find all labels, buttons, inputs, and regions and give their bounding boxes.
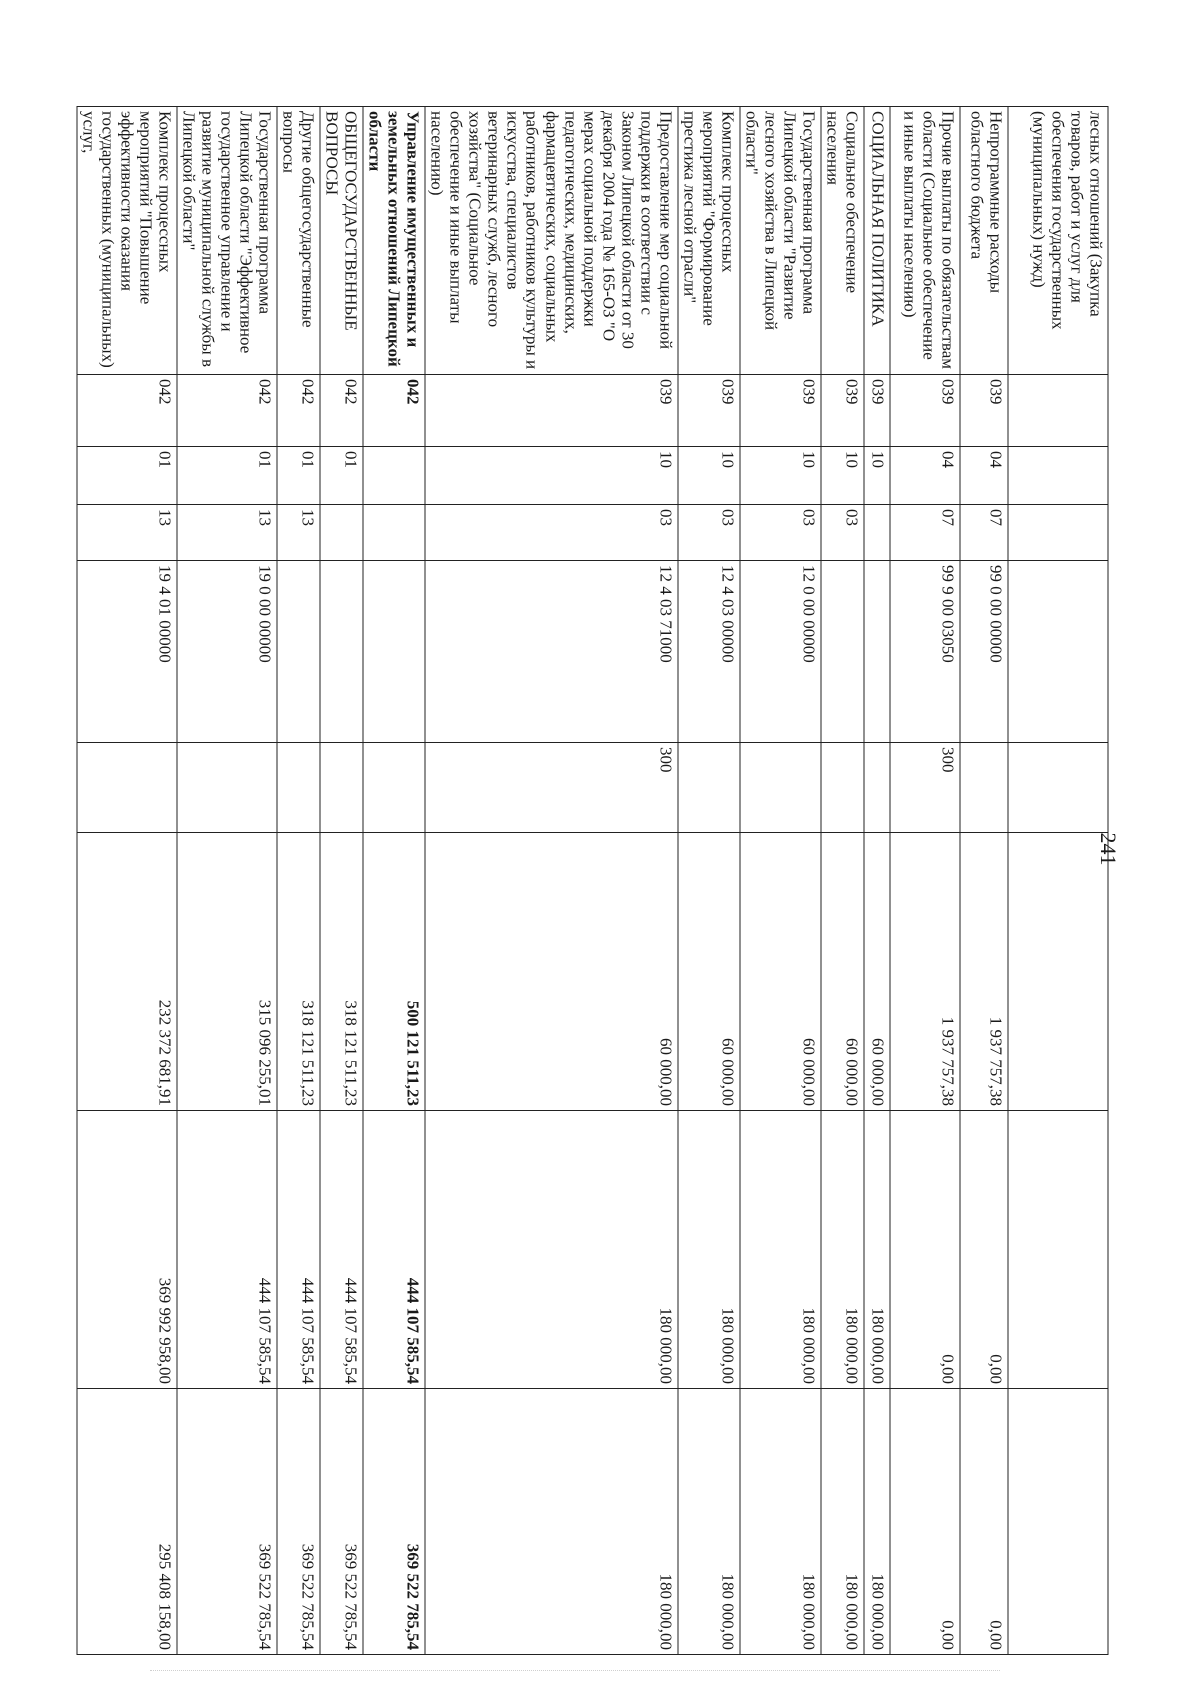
- row-sum-2026-cell: 369 522 785,54: [277, 1389, 320, 1655]
- row-sum-2025-cell: 0,00: [960, 1111, 1008, 1389]
- row-sum-2025-cell: 180 000,00: [425, 1111, 677, 1389]
- row-name-cell: Комплекс процессных мероприятий "Формирование престижа лесной отрасли": [678, 107, 740, 375]
- table-row: [890, 107, 960, 1655]
- row-expense-type-cell: [177, 743, 277, 833]
- row-section-cell: [1008, 447, 1108, 505]
- row-section-cell: 01: [77, 447, 177, 505]
- row-sum-2024-cell: 60 000,00: [821, 833, 864, 1111]
- row-name-cell: ОБЩЕГОСУДАРСТВЕННЫЕ ВОПРОСЫ: [320, 107, 363, 375]
- row-sum-2024-cell: 60 000,00: [740, 833, 821, 1111]
- row-sum-2025-cell: 0,00: [890, 1111, 960, 1389]
- row-sum-2024-cell: 318 121 511,23: [320, 833, 363, 1111]
- row-expense-type-cell: [1008, 743, 1108, 833]
- row-name-cell: Предоставление мер социальной поддержки в соответствии с Законом Липецкой области от 30 декабря 2004 года № 165-ОЗ "О мерах социальной поддержки педагогических, медицинских, фармацевтических, социальных работников, работников культуры и искусства, специалистов ветеринарных служб, лесного хозяйства" (Социальное обеспечение и иные выплаты населению): [425, 107, 677, 375]
- row-section-cell: 10: [864, 447, 890, 505]
- row-ved-cell: [1008, 375, 1108, 447]
- row-section-cell: 10: [821, 447, 864, 505]
- row-section-cell: 10: [425, 447, 677, 505]
- row-name-cell: лесных отношений (Закупка товаров, работ и услуг для обеспечения государственных (муниципальных) нужд): [1008, 107, 1108, 375]
- table-row: [821, 107, 864, 1655]
- row-target-article-cell: [363, 561, 425, 743]
- row-sum-2025-cell: 369 992 958,00: [77, 1111, 177, 1389]
- row-expense-type-cell: 300: [890, 743, 960, 833]
- row-expense-type-cell: [320, 743, 363, 833]
- row-name-cell: Прочие выплаты по обязательствам области (Социальное обеспечение и иные выплаты населению): [890, 107, 960, 375]
- row-subsection-cell: 03: [821, 505, 864, 561]
- table-row: [740, 107, 821, 1655]
- row-target-article-cell: 99 9 00 03050: [890, 561, 960, 743]
- row-sum-2024-cell: 315 096 255,01: [177, 833, 277, 1111]
- row-sum-2026-cell: 180 000,00: [821, 1389, 864, 1655]
- row-sum-2025-cell: 444 107 585,54: [277, 1111, 320, 1389]
- row-subsection-cell: 13: [277, 505, 320, 561]
- row-sum-2024-cell: [1008, 833, 1108, 1111]
- row-sum-2025-cell: 180 000,00: [864, 1111, 890, 1389]
- row-target-article-cell: 12 4 03 00000: [678, 561, 740, 743]
- row-ved-cell: 039: [890, 375, 960, 447]
- row-sum-2026-cell: 0,00: [890, 1389, 960, 1655]
- row-target-article-cell: [1008, 561, 1108, 743]
- row-target-article-cell: 19 0 00 00000: [177, 561, 277, 743]
- row-subsection-cell: 07: [960, 505, 1008, 561]
- table-row: [864, 107, 890, 1655]
- row-ved-cell: 039: [821, 375, 864, 447]
- row-section-cell: 10: [740, 447, 821, 505]
- row-subsection-cell: [864, 505, 890, 561]
- row-expense-type-cell: [740, 743, 821, 833]
- row-ved-cell: 042: [177, 375, 277, 447]
- row-ved-cell: 042: [363, 375, 425, 447]
- row-sum-2025-cell: 180 000,00: [678, 1111, 740, 1389]
- row-ved-cell: 039: [864, 375, 890, 447]
- row-sum-2025-cell: [1008, 1111, 1108, 1389]
- row-name-cell: Управление имущественных и земельных отношений Липецкой области: [363, 107, 425, 375]
- scan-edge-marks: [150, 1670, 1000, 1677]
- row-subsection-cell: 13: [177, 505, 277, 561]
- page-number: 241: [1096, 832, 1121, 866]
- row-section-cell: 01: [277, 447, 320, 505]
- row-target-article-cell: 12 4 03 71000: [425, 561, 677, 743]
- row-name-cell: Государственная программа Липецкой области "Эффективное государственное управление и развитие муниципальной службы в Липецкой области": [177, 107, 277, 375]
- budget-table: [76, 106, 1108, 1655]
- row-subsection-cell: 03: [678, 505, 740, 561]
- row-sum-2024-cell: 318 121 511,23: [277, 833, 320, 1111]
- row-ved-cell: 039: [425, 375, 677, 447]
- row-subsection-cell: 13: [77, 505, 177, 561]
- table-row: [363, 107, 425, 1655]
- table-row: [77, 107, 177, 1655]
- row-expense-type-cell: [821, 743, 864, 833]
- row-expense-type-cell: [864, 743, 890, 833]
- row-target-article-cell: [320, 561, 363, 743]
- row-sum-2025-cell: 180 000,00: [740, 1111, 821, 1389]
- row-sum-2025-cell: 444 107 585,54: [177, 1111, 277, 1389]
- table-row: [960, 107, 1008, 1655]
- row-ved-cell: 039: [678, 375, 740, 447]
- row-ved-cell: 039: [740, 375, 821, 447]
- table-row: [177, 107, 277, 1655]
- row-sum-2024-cell: 1 937 757,38: [890, 833, 960, 1111]
- row-name-cell: Другие общегосударственные вопросы: [277, 107, 320, 375]
- row-sum-2026-cell: 0,00: [960, 1389, 1008, 1655]
- row-sum-2026-cell: 295 408 158,00: [77, 1389, 177, 1655]
- table-row: [425, 107, 677, 1655]
- row-sum-2026-cell: [1008, 1389, 1108, 1655]
- row-sum-2024-cell: 1 937 757,38: [960, 833, 1008, 1111]
- row-sum-2024-cell: 60 000,00: [678, 833, 740, 1111]
- row-section-cell: 01: [177, 447, 277, 505]
- table-row: [277, 107, 320, 1655]
- row-target-article-cell: 12 0 00 00000: [740, 561, 821, 743]
- row-name-cell: Комплекс процессных мероприятий "Повышение эффективности оказания государственных (муниципальных) услуг,: [77, 107, 177, 375]
- row-sum-2026-cell: 180 000,00: [864, 1389, 890, 1655]
- row-sum-2026-cell: 369 522 785,54: [363, 1389, 425, 1655]
- row-expense-type-cell: [678, 743, 740, 833]
- row-sum-2024-cell: 232 372 681,91: [77, 833, 177, 1111]
- row-target-article-cell: [864, 561, 890, 743]
- row-sum-2024-cell: 60 000,00: [864, 833, 890, 1111]
- table-body: [77, 107, 1108, 1655]
- row-expense-type-cell: [363, 743, 425, 833]
- row-section-cell: 01: [320, 447, 363, 505]
- row-sum-2025-cell: 444 107 585,54: [363, 1111, 425, 1389]
- row-section-cell: 04: [960, 447, 1008, 505]
- row-ved-cell: 042: [77, 375, 177, 447]
- row-sum-2024-cell: 60 000,00: [425, 833, 677, 1111]
- row-name-cell: Социальное обеспечение населения: [821, 107, 864, 375]
- row-sum-2024-cell: 500 121 511,23: [363, 833, 425, 1111]
- row-section-cell: 10: [678, 447, 740, 505]
- table-row: [1008, 107, 1108, 1655]
- row-sum-2026-cell: 180 000,00: [740, 1389, 821, 1655]
- row-subsection-cell: 03: [740, 505, 821, 561]
- table-row: [320, 107, 363, 1655]
- row-target-article-cell: [277, 561, 320, 743]
- row-subsection-cell: [1008, 505, 1108, 561]
- row-name-cell: Непрограммные расходы областного бюджета: [960, 107, 1008, 375]
- row-subsection-cell: 03: [425, 505, 677, 561]
- row-sum-2026-cell: 369 522 785,54: [177, 1389, 277, 1655]
- row-subsection-cell: [320, 505, 363, 561]
- row-expense-type-cell: [960, 743, 1008, 833]
- row-expense-type-cell: [77, 743, 177, 833]
- row-target-article-cell: 99 0 00 00000: [960, 561, 1008, 743]
- row-name-cell: СОЦИАЛЬНАЯ ПОЛИТИКА: [864, 107, 890, 375]
- row-subsection-cell: [363, 505, 425, 561]
- row-expense-type-cell: [277, 743, 320, 833]
- row-target-article-cell: 19 4 01 00000: [77, 561, 177, 743]
- table-row: [678, 107, 740, 1655]
- row-ved-cell: 039: [960, 375, 1008, 447]
- row-section-cell: [363, 447, 425, 505]
- row-ved-cell: 042: [320, 375, 363, 447]
- row-expense-type-cell: 300: [425, 743, 677, 833]
- row-section-cell: 04: [890, 447, 960, 505]
- row-target-article-cell: [821, 561, 864, 743]
- row-sum-2026-cell: 369 522 785,54: [320, 1389, 363, 1655]
- row-sum-2025-cell: 444 107 585,54: [320, 1111, 363, 1389]
- row-sum-2025-cell: 180 000,00: [821, 1111, 864, 1389]
- rotated-budget-table: [79, 106, 1109, 1654]
- row-sum-2026-cell: 180 000,00: [678, 1389, 740, 1655]
- row-sum-2026-cell: 180 000,00: [425, 1389, 677, 1655]
- row-ved-cell: 042: [277, 375, 320, 447]
- row-name-cell: Государственная программа Липецкой области "Развитие лесного хозяйства в Липецкой области": [740, 107, 821, 375]
- row-subsection-cell: 07: [890, 505, 960, 561]
